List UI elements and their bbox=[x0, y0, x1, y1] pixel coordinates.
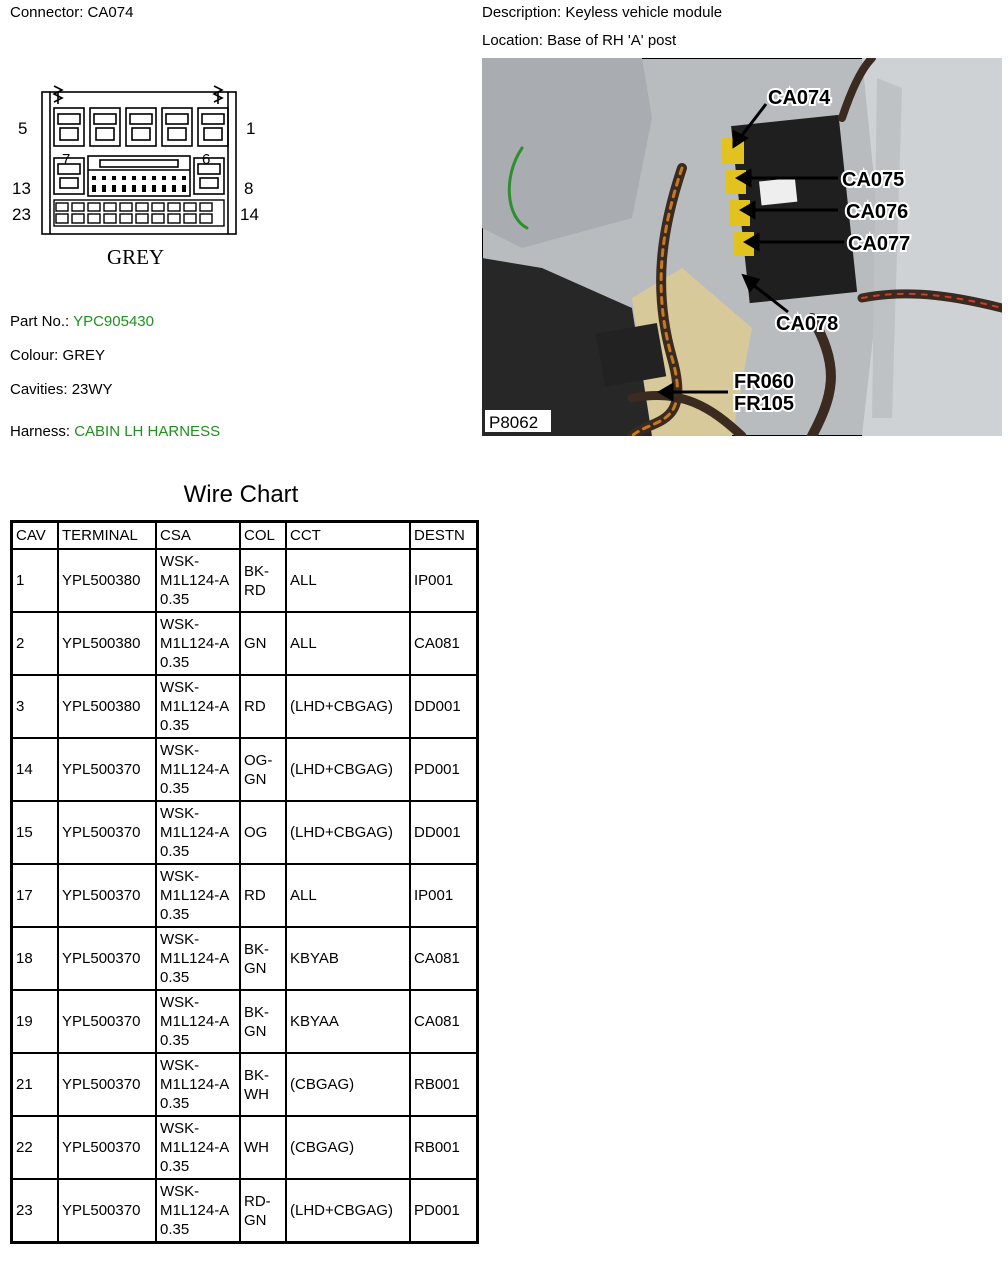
description-line bbox=[482, 4, 722, 22]
pin-label-7: 7 bbox=[62, 151, 71, 168]
cell-destn: CA081 bbox=[410, 612, 478, 675]
cell-cav: 18 bbox=[12, 927, 59, 990]
signal-pins bbox=[92, 176, 186, 192]
cell-csa: WSK-M1L124-A 0.35 bbox=[156, 990, 240, 1053]
table-row bbox=[12, 927, 478, 990]
cell-destn: CA081 bbox=[410, 927, 478, 990]
cell-cav: 23 bbox=[12, 1179, 59, 1243]
pin-label-6: 6 bbox=[202, 151, 211, 168]
callout-ca075: CA075 bbox=[842, 169, 905, 191]
cell-csa: WSK-M1L124-A 0.35 bbox=[156, 675, 240, 738]
location-value: Base of RH 'A' post bbox=[547, 32, 677, 49]
header-csa: CSA bbox=[156, 522, 240, 550]
cavities-label: Cavities: bbox=[10, 381, 68, 398]
cell-col: BK-GN bbox=[240, 927, 286, 990]
cell-col: RD bbox=[240, 675, 286, 738]
cell-cct: (CBGAG) bbox=[286, 1053, 410, 1116]
cell-csa: WSK-M1L124-A 0.35 bbox=[156, 927, 240, 990]
location-label: Location: bbox=[482, 32, 543, 49]
cell-cct: (LHD+CBGAG) bbox=[286, 738, 410, 801]
cell-cav: 1 bbox=[12, 549, 59, 612]
table-row bbox=[12, 1179, 478, 1243]
cell-terminal: YPL500370 bbox=[58, 1053, 156, 1116]
cell-cav: 2 bbox=[12, 612, 59, 675]
cell-terminal: YPL500380 bbox=[58, 612, 156, 675]
callout-fr060: FR060 bbox=[734, 371, 795, 393]
cell-terminal: YPL500370 bbox=[58, 738, 156, 801]
cell-terminal: YPL500380 bbox=[58, 675, 156, 738]
latch-right bbox=[214, 86, 222, 104]
pin-label-13: 13 bbox=[12, 179, 31, 198]
table-row bbox=[12, 549, 478, 612]
cell-col: BK-RD bbox=[240, 549, 286, 612]
connector-id: CA074 bbox=[87, 4, 134, 21]
cell-col: OG-GN bbox=[240, 738, 286, 801]
table-row bbox=[12, 1116, 478, 1179]
callout-ca076: CA076 bbox=[846, 201, 909, 223]
cell-cav: 15 bbox=[12, 801, 59, 864]
cell-cct: ALL bbox=[286, 549, 410, 612]
cell-destn: RB001 bbox=[410, 1053, 478, 1116]
harness-line bbox=[10, 423, 220, 441]
callout-ca078: CA078 bbox=[776, 313, 839, 335]
cell-col: GN bbox=[240, 612, 286, 675]
table-row bbox=[12, 738, 478, 801]
cell-cav: 22 bbox=[12, 1116, 59, 1179]
cell-col: BK-GN bbox=[240, 990, 286, 1053]
callout-ca074: CA074 bbox=[768, 87, 831, 109]
header-cct: CCT bbox=[286, 522, 410, 550]
pin-label-14: 14 bbox=[240, 205, 259, 224]
cell-col: WH bbox=[240, 1116, 286, 1179]
cell-cav: 19 bbox=[12, 990, 59, 1053]
pin-label-5: 5 bbox=[18, 119, 28, 138]
cell-cct: (LHD+CBGAG) bbox=[286, 675, 410, 738]
location-photo bbox=[482, 58, 1002, 436]
cavities-value: 23WY bbox=[71, 381, 113, 398]
pin-label-8: 8 bbox=[244, 179, 254, 198]
wire-chart-table bbox=[10, 520, 479, 1244]
pin-label-1: 1 bbox=[246, 119, 256, 138]
photo-small-module bbox=[596, 323, 666, 387]
cavities-line bbox=[10, 381, 113, 399]
cell-cct: ALL bbox=[286, 612, 410, 675]
harness-link[interactable]: CABIN LH HARNESS bbox=[74, 423, 221, 440]
cell-csa: WSK-M1L124-A 0.35 bbox=[156, 801, 240, 864]
description-label: Description: bbox=[482, 4, 562, 21]
part-no-label: Part No.: bbox=[10, 313, 70, 330]
cell-csa: WSK-M1L124-A 0.35 bbox=[156, 612, 240, 675]
colour-line bbox=[10, 347, 105, 365]
connector-line bbox=[10, 4, 133, 22]
cell-destn: CA081 bbox=[410, 990, 478, 1053]
cell-destn: PD001 bbox=[410, 738, 478, 801]
cell-destn: DD001 bbox=[410, 801, 478, 864]
cell-csa: WSK-M1L124-A 0.35 bbox=[156, 1179, 240, 1243]
cell-terminal: YPL500380 bbox=[58, 549, 156, 612]
photo-panel-upper bbox=[482, 58, 652, 248]
table-row bbox=[12, 675, 478, 738]
colour-value: GREY bbox=[62, 347, 106, 364]
cell-csa: WSK-M1L124-A 0.35 bbox=[156, 1116, 240, 1179]
cell-terminal: YPL500370 bbox=[58, 1116, 156, 1179]
location-line bbox=[482, 32, 676, 50]
description-value: Keyless vehicle module bbox=[565, 4, 723, 21]
cell-destn: DD001 bbox=[410, 675, 478, 738]
cell-col: BK-WH bbox=[240, 1053, 286, 1116]
table-row bbox=[12, 1053, 478, 1116]
cell-destn: IP001 bbox=[410, 549, 478, 612]
cell-cct: (CBGAG) bbox=[286, 1116, 410, 1179]
table-row bbox=[12, 990, 478, 1053]
header-destn: DESTN bbox=[410, 522, 478, 550]
cell-terminal: YPL500370 bbox=[58, 801, 156, 864]
cell-terminal: YPL500370 bbox=[58, 864, 156, 927]
connector-color-label: GREY bbox=[107, 245, 165, 269]
colour-label: Colour: bbox=[10, 347, 59, 364]
cell-destn: IP001 bbox=[410, 864, 478, 927]
part-no-link[interactable]: YPC905430 bbox=[73, 313, 154, 330]
top-row-terminals bbox=[54, 108, 228, 146]
bottom-row-terminals bbox=[54, 200, 224, 226]
cell-cct: KBYAB bbox=[286, 927, 410, 990]
cell-cct: (LHD+CBGAG) bbox=[286, 801, 410, 864]
cell-cct: (LHD+CBGAG) bbox=[286, 1179, 410, 1243]
latch-left bbox=[54, 86, 62, 104]
cell-csa: WSK-M1L124-A 0.35 bbox=[156, 1053, 240, 1116]
cell-col: RD bbox=[240, 864, 286, 927]
connector-label: Connector: bbox=[10, 4, 84, 21]
header-col: COL bbox=[240, 522, 286, 550]
cell-cav: 3 bbox=[12, 675, 59, 738]
callout-ca077: CA077 bbox=[848, 233, 911, 255]
cell-csa: WSK-M1L124-A 0.35 bbox=[156, 549, 240, 612]
table-row bbox=[12, 612, 478, 675]
cell-terminal: YPL500370 bbox=[58, 927, 156, 990]
cell-cav: 14 bbox=[12, 738, 59, 801]
wire-chart-header-row bbox=[12, 522, 478, 550]
cell-terminal: YPL500370 bbox=[58, 1179, 156, 1243]
middle-row-terminals bbox=[54, 156, 224, 196]
cell-csa: WSK-M1L124-A 0.35 bbox=[156, 738, 240, 801]
connector-face-diagram bbox=[10, 84, 270, 274]
table-row bbox=[12, 864, 478, 927]
cell-cav: 21 bbox=[12, 1053, 59, 1116]
cell-cav: 17 bbox=[12, 864, 59, 927]
wire-chart-title: Wire Chart bbox=[183, 481, 299, 508]
photo-code: P8062 bbox=[489, 413, 539, 432]
harness-label: Harness: bbox=[10, 423, 71, 440]
table-row bbox=[12, 801, 478, 864]
cell-col: RD-GN bbox=[240, 1179, 286, 1243]
header-cav: CAV bbox=[12, 522, 59, 550]
cell-cct: KBYAA bbox=[286, 990, 410, 1053]
callout-fr105: FR105 bbox=[734, 393, 795, 415]
pin-label-23: 23 bbox=[12, 205, 31, 224]
cell-destn: RB001 bbox=[410, 1116, 478, 1179]
part-no-line bbox=[10, 313, 154, 331]
cell-cct: ALL bbox=[286, 864, 410, 927]
cell-terminal: YPL500370 bbox=[58, 990, 156, 1053]
cell-csa: WSK-M1L124-A 0.35 bbox=[156, 864, 240, 927]
cell-col: OG bbox=[240, 801, 286, 864]
cell-destn: PD001 bbox=[410, 1179, 478, 1243]
header-terminal: TERMINAL bbox=[58, 522, 156, 550]
